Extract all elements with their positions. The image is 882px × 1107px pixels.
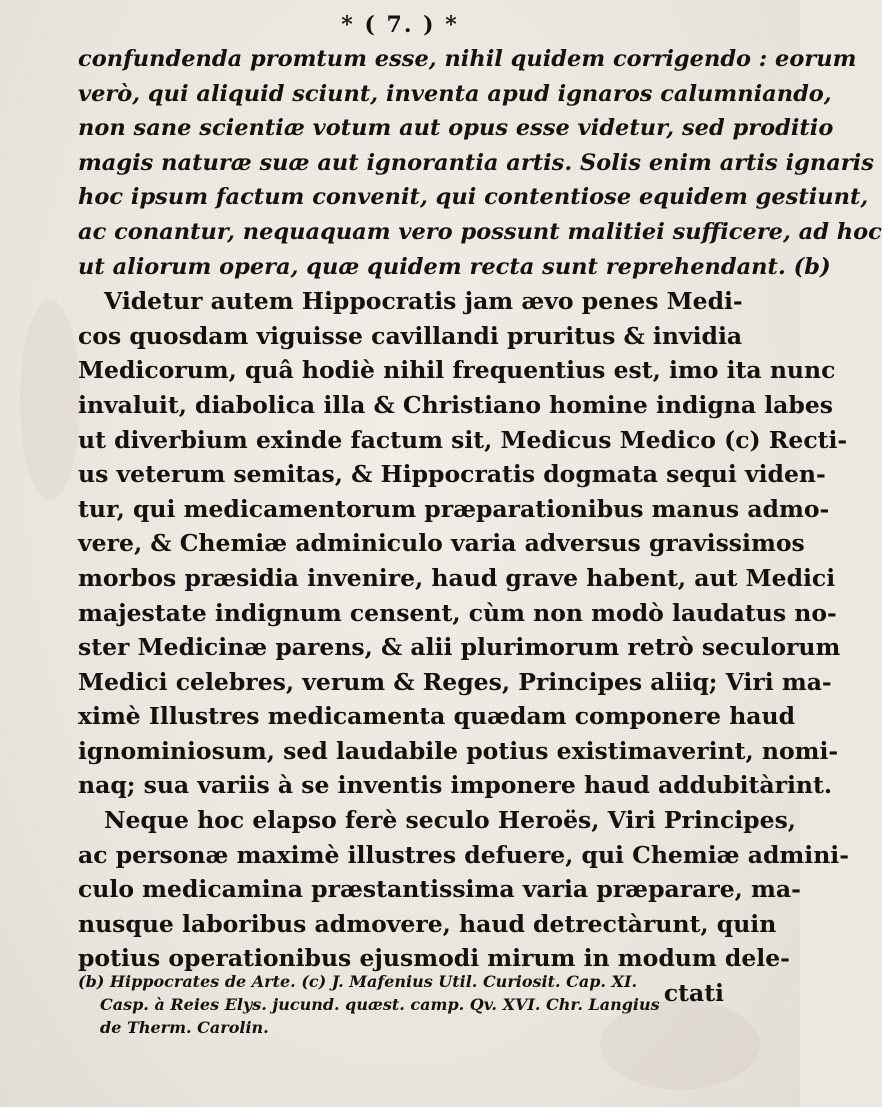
text-line: tur, qui medicamentorum præparationibus manus admo-	[78, 494, 830, 523]
text-line: hoc ipsum factum convenit, qui contentiose equidem gestiunt,	[78, 184, 869, 211]
text-line: non sane scientiæ votum aut opus esse videtur, sed proditio	[78, 115, 834, 142]
text-line: ut diverbium exinde factum sit, Medicus Medico (c) Recti-	[78, 425, 848, 454]
text-line: ignominiosum, sed laudabile potius existimaverint, nomi-	[78, 736, 839, 765]
text-line: potius operationibus ejusmodi mirum in modum dele-	[78, 944, 790, 973]
text-line: cos quosdam viguisse cavillandi pruritus & invidia	[78, 321, 743, 350]
text-line: ac personæ maximè illustres defuere, qui Chemiæ admini-	[78, 840, 849, 869]
body-text	[78, 42, 882, 1011]
text-line: invaluit, diabolica illa & Christiano homine indigna labes	[78, 390, 834, 419]
footnote-line: (b) Hippocrates de Arte. (c) J. Mafenius Util. Curiosit. Cap. XI.	[78, 972, 638, 991]
footnote-line: Casp. à Reies Elys. jucund. quæst. camp. Qv. XVI. Chr. Langius	[100, 995, 660, 1014]
text-line: Medicorum, quâ hodiè nihil frequentius est, imo ita nunc	[78, 356, 836, 385]
text-line: ut aliorum opera, quæ quidem recta sunt reprehendant. (b)	[78, 253, 831, 280]
text-line: nusque laboribus admovere, haud detrectàrunt, quin	[78, 909, 777, 938]
text-line: Neque hoc elapso ferè seculo Heroës, Viri Principes,	[104, 806, 796, 835]
footnotes	[78, 970, 728, 1039]
footnote-line: de Therm. Carolin.	[100, 1018, 269, 1037]
text-line: ximè Illustres medicamenta quædam componere haud	[78, 702, 796, 731]
text-line: confundenda promtum esse, nihil quidem corrigendo : eorum	[78, 46, 857, 72]
text-line: Videtur autem Hippocratis jam ævo penes Medi-	[104, 287, 743, 316]
text-line: naq; sua variis à se inventis imponere haud addubitàrint.	[78, 771, 833, 800]
text-line: culo medicamina præstantissima varia præparare, ma-	[78, 875, 801, 904]
text-line: majestate indignum censent, cùm non modò laudatus no-	[78, 598, 837, 627]
text-line: vere, & Chemiæ adminiculo varia adversus gravissimos	[78, 529, 805, 558]
text-line: ac conantur, nequaquam vero possunt malitiei sufficere, ad hoc	[78, 218, 882, 245]
text-line: ster Medicinæ parens, & alii plurimorum retrò seculorum	[78, 633, 841, 662]
catchword: ctati	[663, 979, 724, 1008]
page-number: * ( 7. ) *	[341, 12, 459, 38]
text-line: Medici celebres, verum & Reges, Principes aliiq; Viri ma-	[78, 667, 832, 696]
text-line: us veterum semitas, & Hippocratis dogmata sequi viden-	[78, 460, 826, 489]
text-line: magis naturæ suæ aut ignorantia artis. Solis enim artis ignaris	[78, 149, 874, 176]
paper-stain	[20, 300, 80, 500]
text-line: verò, qui aliquid sciunt, inventa apud ignaros calumniando,	[78, 80, 832, 107]
text-line: morbos præsidia invenire, haud grave habent, aut Medici	[78, 563, 836, 592]
